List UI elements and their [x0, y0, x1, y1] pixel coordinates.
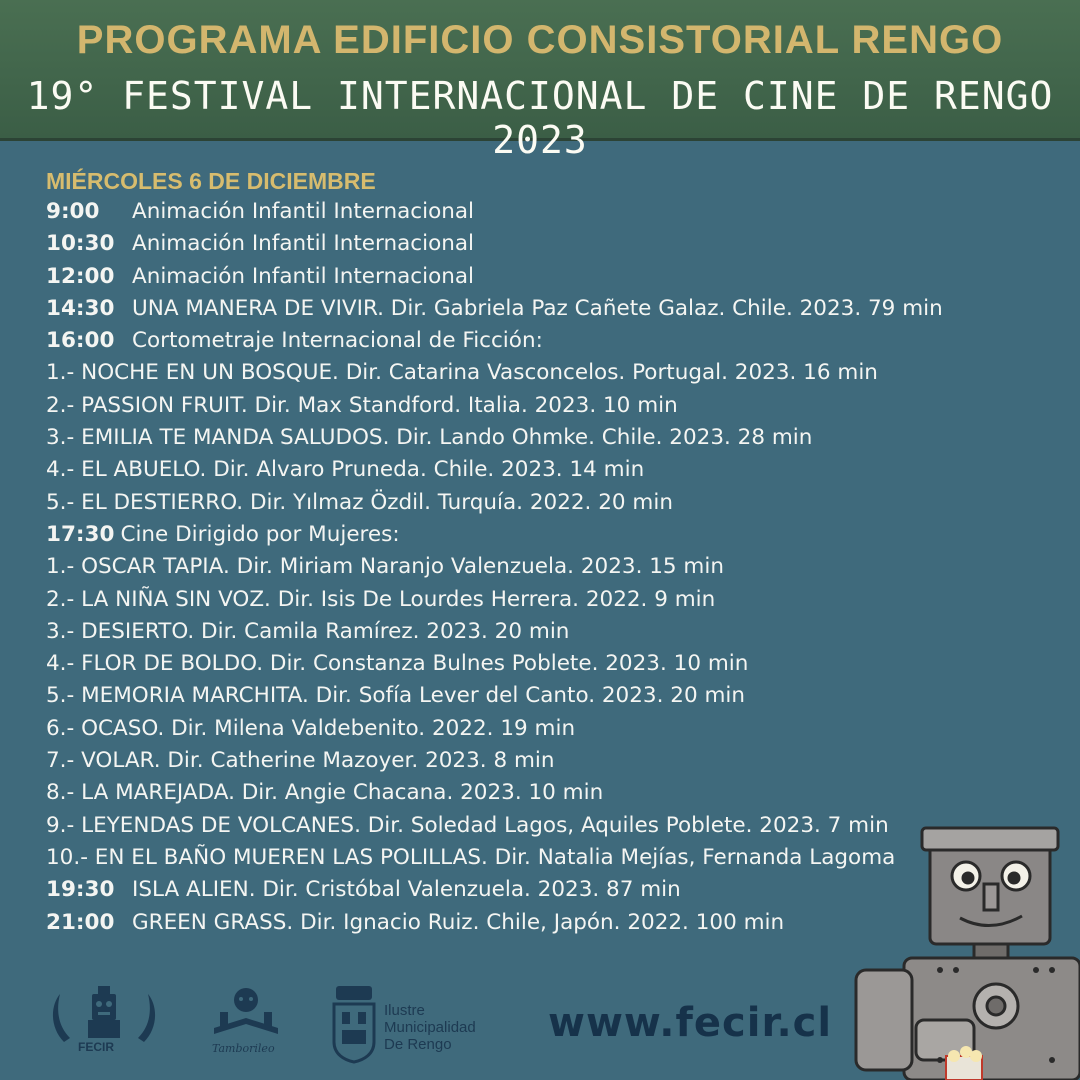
entry-text: 5.- EL DESTIERRO. Dir. Yılmaz Özdil. Turquía. 2022. 20 min — [46, 489, 673, 515]
entry-text: 9.- LEYENDAS DE VOLCANES. Dir. Soledad Lagos, Aquiles Poblete. 2023. 7 min — [46, 812, 889, 838]
entry-text: UNA MANERA DE VIVIR. Dir. Gabriela Paz Cañete Galaz. Chile. 2023. 79 min — [132, 295, 943, 321]
entry-text: Animación Infantil Internacional — [132, 199, 474, 224]
entry-text: Cortometraje Internacional de Ficción: — [132, 328, 543, 354]
program-entry — [46, 293, 1046, 325]
entry-text: Cine Dirigido por Mujeres: — [120, 521, 400, 547]
entry-text: 8.- LA MAREJADA. Dir. Angie Chacana. 2023. 10 min — [46, 780, 604, 806]
entry-text: 3.- EMILIA TE MANDA SALUDOS. Dir. Lando Ohmke. Chile. 2023. 28 min — [46, 425, 813, 451]
program-entry — [46, 777, 1046, 809]
entry-text: 1.- OSCAR TAPIA. Dir. Miriam Naranjo Valenzuela. 2023. 15 min — [46, 554, 724, 580]
page-title: PROGRAMA EDIFICIO CONSISTORIAL RENGO — [76, 18, 1004, 62]
entry-text: 2.- LA NIÑA SIN VOZ. Dir. Isis De Lourdes Herrera. 2022. 9 min — [46, 586, 716, 612]
program-entry — [46, 196, 1046, 228]
program-entry — [46, 487, 1046, 519]
program-entry — [46, 616, 1046, 648]
municipality-crest — [330, 982, 378, 1064]
entry-time: 21:00 — [46, 909, 115, 935]
program-entry — [46, 228, 1046, 260]
entry-text: 4.- EL ABUELO. Dir. Alvaro Pruneda. Chile. 2023. 14 min — [46, 457, 645, 483]
entry-time: 9:00 — [46, 199, 100, 224]
website-url[interactable]: www.fecir.cl — [548, 1000, 833, 1046]
entry-text: 7.- VOLAR. Dir. Catherine Mazoyer. 2023. 8 min — [46, 748, 555, 774]
entry-text: 6.- OCASO. Dir. Milena Valdebenito. 2022. 19 min — [46, 715, 576, 741]
program-entry — [46, 519, 1046, 551]
program-entry — [46, 357, 1046, 389]
entry-text: ISLA ALIEN. Dir. Cristóbal Valenzuela. 2023. 87 min — [132, 877, 681, 903]
entry-text: 1.- NOCHE EN UN BOSQUE. Dir. Catarina Vasconcelos. Portugal. 2023. 16 min — [46, 360, 878, 386]
entry-text: 10.- EN EL BAÑO MUEREN LAS POLILLAS. Dir. Natalia Mejías, Fernanda Lagoma — [46, 844, 896, 870]
program-entry — [46, 713, 1046, 745]
program-entry — [46, 422, 1046, 454]
municipality-line-2: Municipalidad — [384, 1019, 476, 1036]
fecir-label: FECIR — [78, 1040, 114, 1054]
municipality-line-1: Ilustre — [384, 1002, 425, 1019]
program-entry — [46, 261, 1046, 293]
program-date: MIÉRCOLES 6 DE DICIEMBRE — [46, 168, 376, 194]
program-entry — [46, 454, 1046, 486]
entry-text: Animación Infantil Internacional — [132, 263, 474, 289]
tamborileo-label: Tamborileo — [212, 1042, 275, 1055]
entry-time: 17:30 — [46, 521, 115, 547]
program-entry — [46, 551, 1046, 583]
entry-time: 12:00 — [46, 263, 115, 289]
entry-time: 19:30 — [46, 877, 115, 903]
entry-text: 5.- MEMORIA MARCHITA. Dir. Sofía Lever del Canto. 2023. 20 min — [46, 683, 746, 709]
festival-subtitle: 19° FESTIVAL INTERNACIONAL DE CINE DE RENGO 2023 — [26, 74, 1054, 162]
program-entry — [46, 745, 1046, 777]
program-entry — [46, 680, 1046, 712]
entry-text: 4.- FLOR DE BOLDO. Dir. Constanza Bulnes Poblete. 2023. 10 min — [46, 651, 749, 677]
robot-mascot-illustration — [846, 820, 1080, 1080]
entry-text: Animación Infantil Internacional — [132, 231, 474, 257]
entry-text: 3.- DESIERTO. Dir. Camila Ramírez. 2023. 20 min — [46, 618, 570, 644]
municipality-name — [384, 1002, 476, 1053]
entry-time: 16:00 — [46, 328, 115, 354]
program-entry — [46, 584, 1046, 616]
entry-text: GREEN GRASS. Dir. Ignacio Ruiz. Chile, Japón. 2022. 100 min — [132, 909, 785, 935]
program-entry — [46, 648, 1046, 680]
program-entry — [46, 325, 1046, 357]
entry-text: 2.- PASSION FRUIT. Dir. Max Standford. Italia. 2023. 10 min — [46, 392, 678, 418]
entry-time: 10:30 — [46, 231, 115, 257]
entry-time: 14:30 — [46, 295, 115, 321]
header-banner — [0, 0, 1080, 162]
municipality-line-3: De Rengo — [384, 1036, 452, 1053]
program-entry — [46, 390, 1046, 422]
tamborileo-logo — [206, 984, 286, 1040]
